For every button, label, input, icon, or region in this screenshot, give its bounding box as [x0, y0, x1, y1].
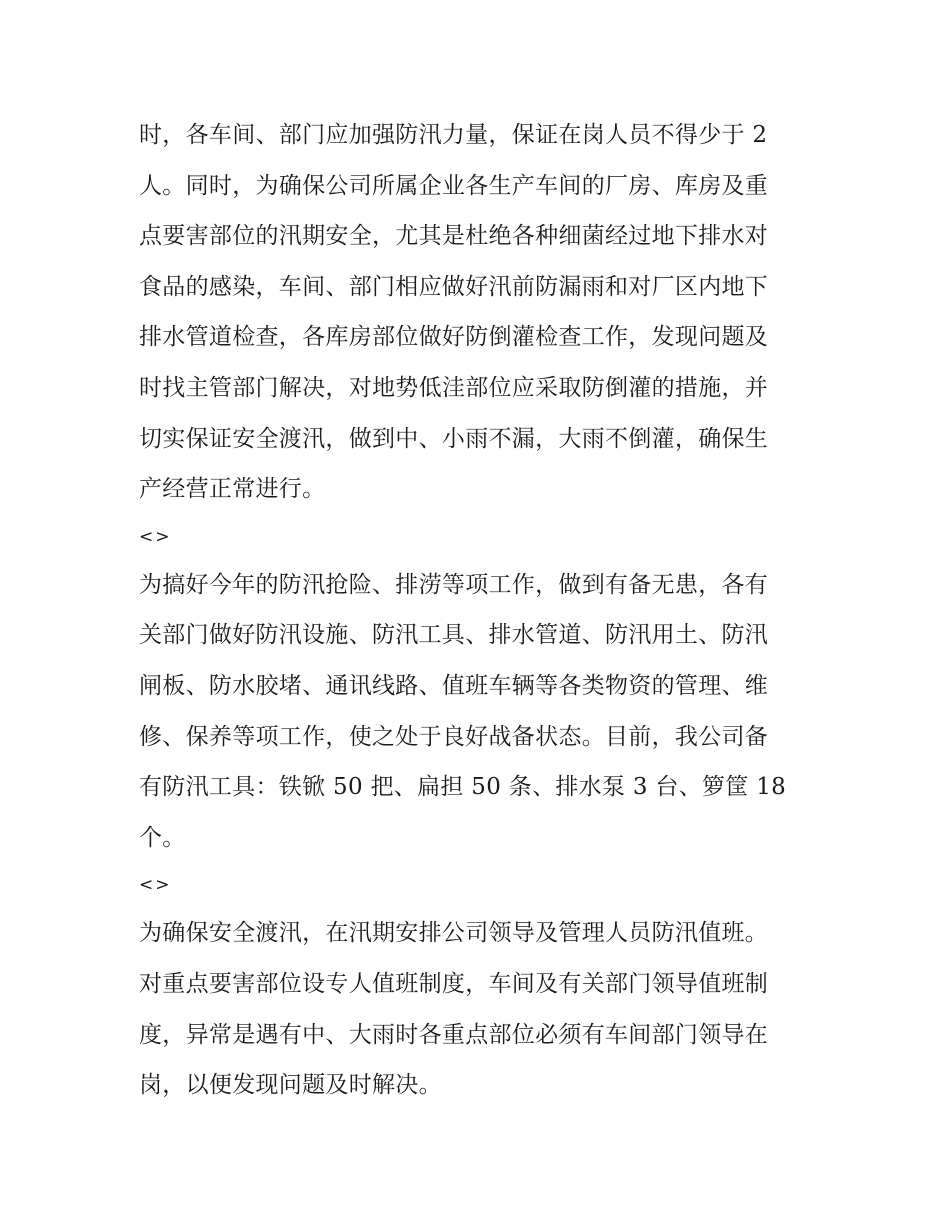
text-line: 排水管道检查，各库房部位做好防倒灌检查工作，发现问题及 — [139, 324, 769, 351]
document-body — [139, 110, 829, 1111]
text-line: 闸板、防水胶堵、通讯线路、值班车辆等各类物资的管理、维 — [139, 672, 769, 699]
text-line: 点要害部位的汛期安全，尤其是杜绝各种细菌经过地下排水对 — [139, 223, 769, 250]
text-line: 度，异常是遇有中、大雨时各重点部位必须有车间部门领导在 — [139, 1021, 769, 1048]
text-line: 为搞好今年的防汛抢险、排涝等项工作，做到有备无患，各有 — [139, 571, 769, 598]
section-marker: <> — [139, 875, 172, 896]
section-marker: <> — [139, 526, 172, 547]
text-line: 修、保养等项工作，使之处于良好战备状态。目前，我公司备 — [139, 723, 769, 750]
text-line: 切实保证安全渡汛，做到中、小雨不漏，大雨不倒灌，确保生 — [139, 425, 769, 452]
paragraph-duty-roster — [139, 908, 829, 1110]
text-line: 有防汛工具：铁锨 50 把、扁担 50 条、排水泵 3 台、箩筐 18 — [139, 774, 787, 801]
text-line: 食品的感染，车间、部门相应做好汛前防漏雨和对厂区内地下 — [139, 273, 769, 300]
text-line: 时，各车间、部门应加强防汛力量，保证在岗人员不得少于 2 — [139, 122, 768, 148]
paragraph-flood-equipment — [139, 560, 829, 864]
text-line: 人。同时，为确保公司所属企业各生产车间的厂房、库房及重 — [139, 172, 769, 199]
text-line: 产经营正常进行。 — [139, 476, 326, 503]
paragraph-flood-staffing — [139, 110, 829, 515]
text-line: 时找主管部门解决，对地势低洼部位应采取防倒灌的措施，并 — [139, 374, 769, 401]
text-line: 对重点要害部位设专人值班制度，车间及有关部门领导值班制 — [139, 970, 769, 997]
text-line: 为确保安全渡汛，在汛期安排公司领导及管理人员防汛值班。 — [139, 920, 769, 947]
text-line: 个。 — [139, 824, 186, 851]
text-line: 岗，以便发现问题及时解决。 — [139, 1072, 442, 1099]
text-line: 关部门做好防汛设施、防汛工具、排水管道、防汛用土、防汛 — [139, 622, 769, 649]
